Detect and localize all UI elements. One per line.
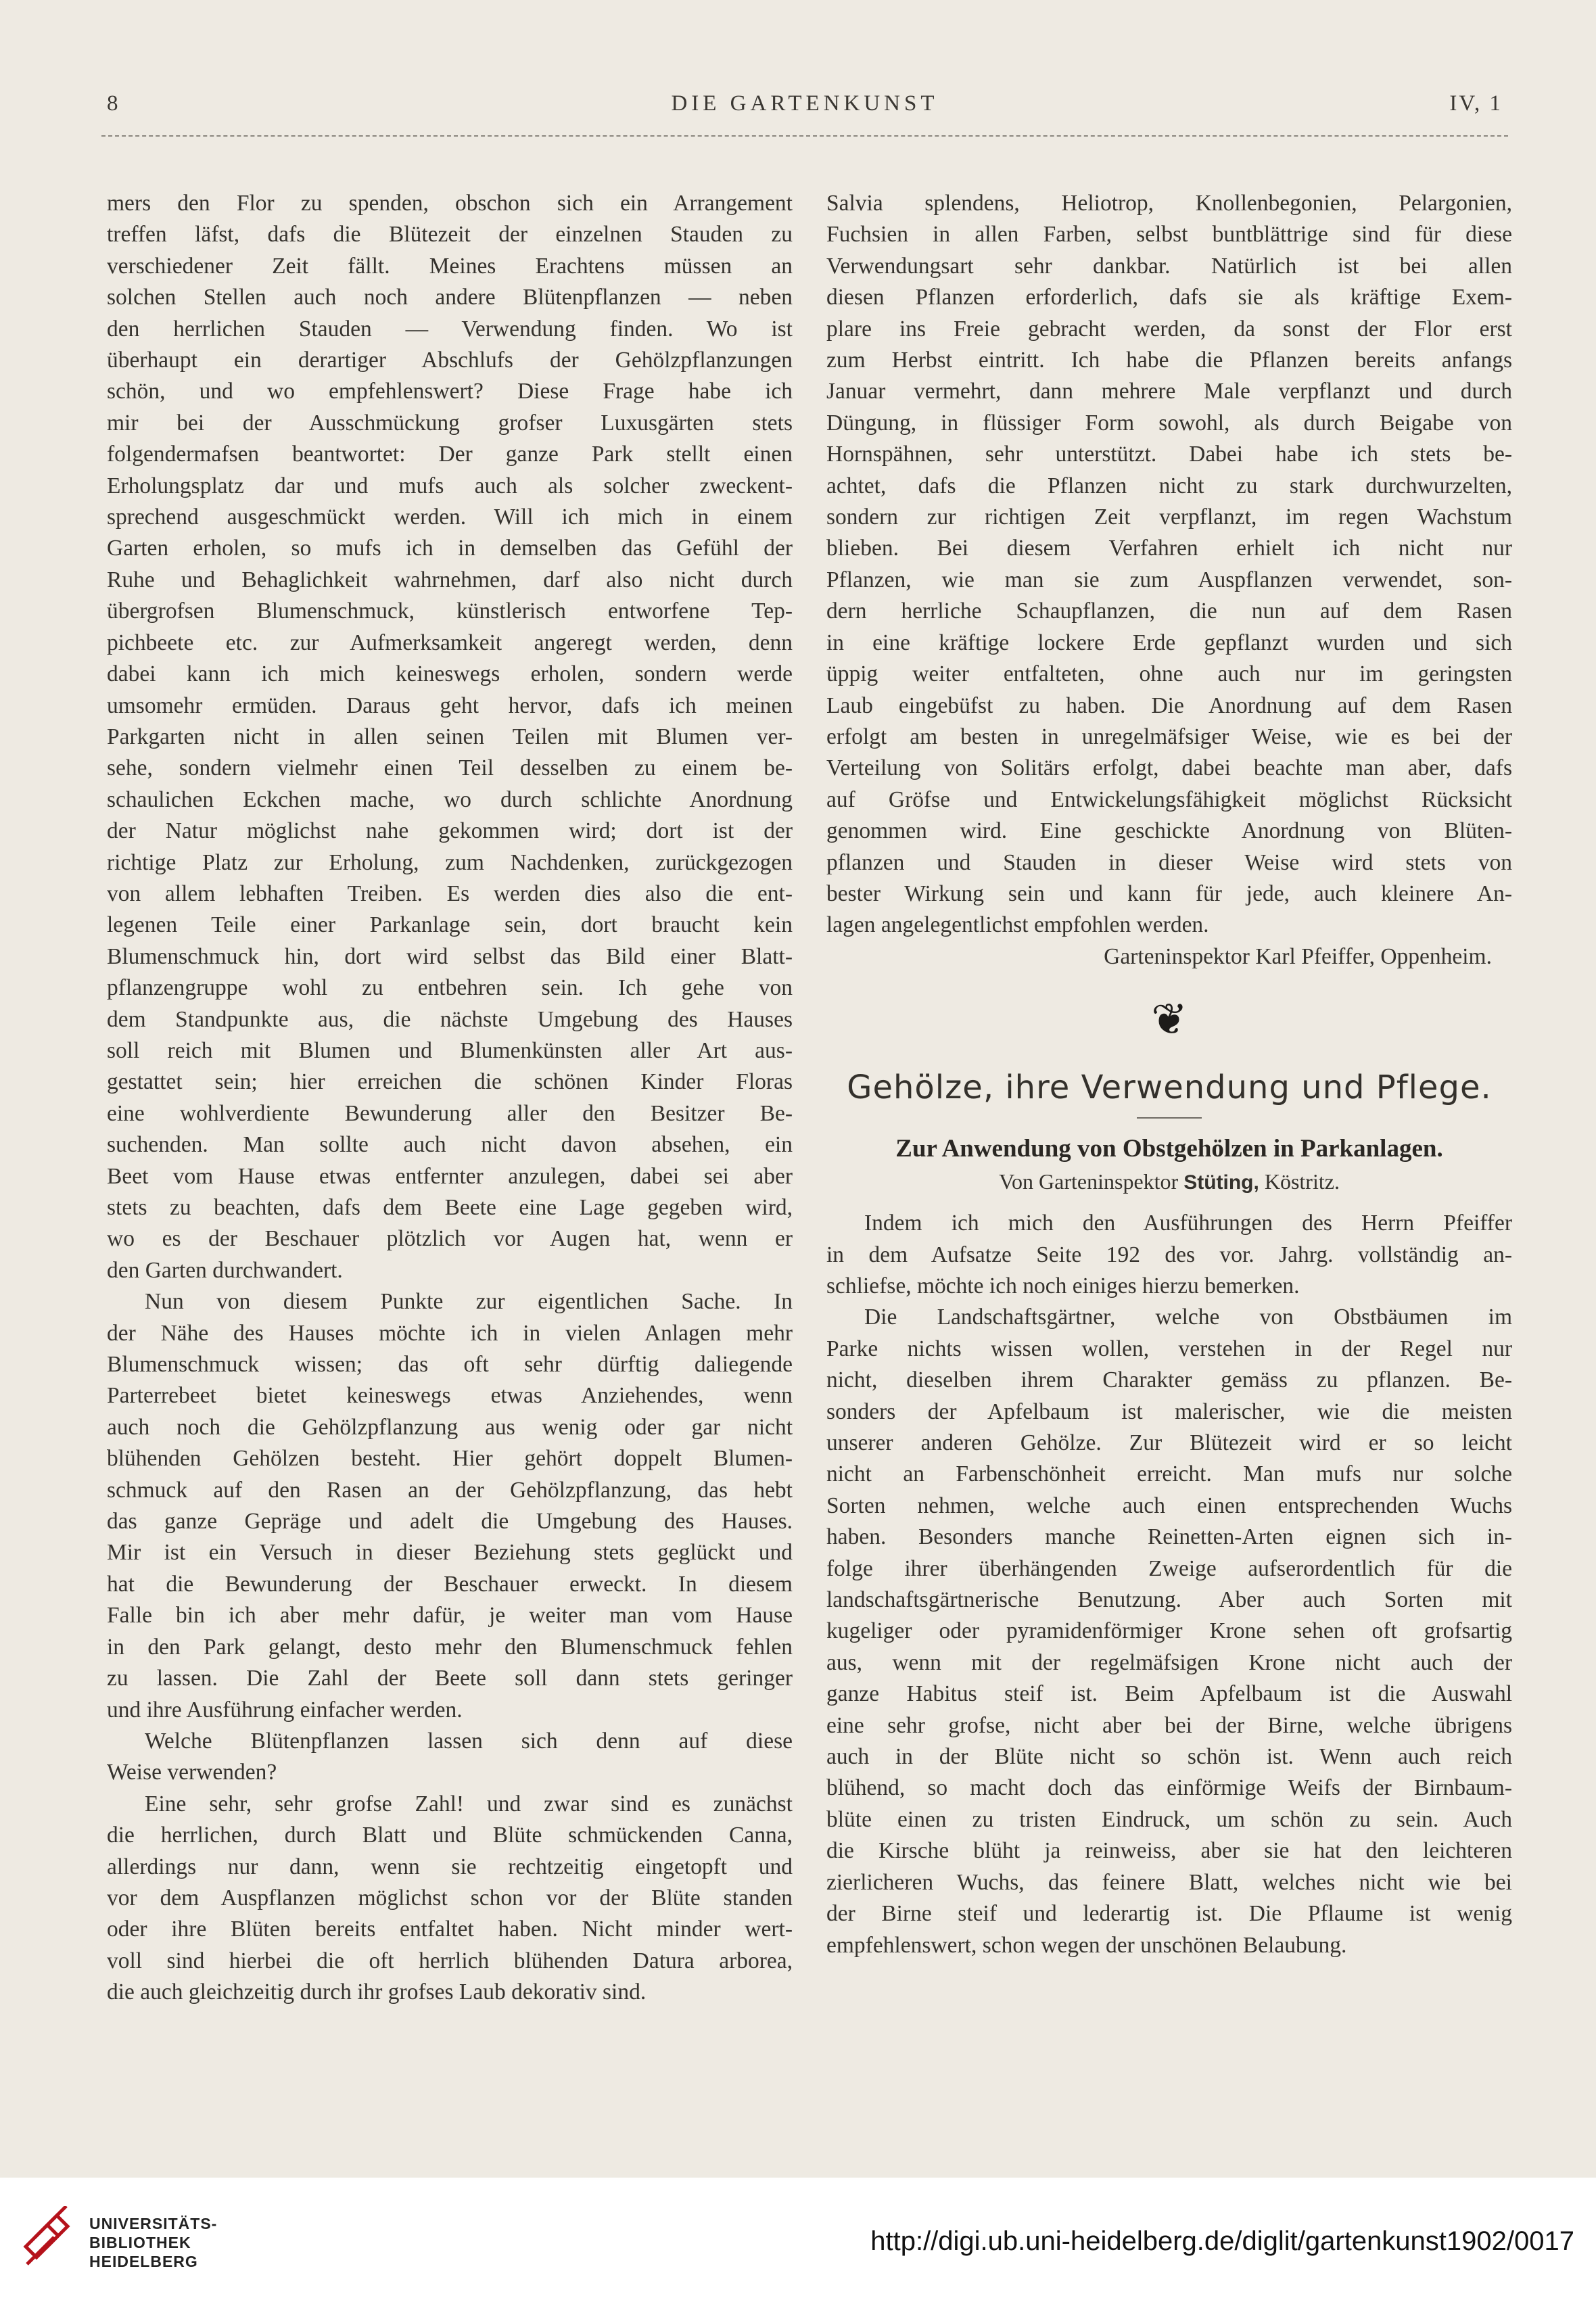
text-line: folge ihrer überhängenden Zweige aufserordentlich für die bbox=[826, 1555, 1512, 1581]
text-line: den Garten durchwandert. bbox=[107, 1257, 343, 1283]
text-line: vor dem Auspflanzen möglichst schon vor der Blüte standen bbox=[107, 1885, 793, 1910]
text-line: die Kirsche blüht ja reinweiss, aber sie hat den leichteren bbox=[826, 1838, 1512, 1864]
text-line: Blumenschmuck hin, dort wird selbst das Bild einer Blatt- bbox=[107, 943, 793, 969]
text-line: Eine sehr, sehr grofse Zahl! und zwar sind es zunächst bbox=[145, 1791, 793, 1816]
text-line: Blumenschmuck wissen; das oft sehr dürftig daliegende bbox=[107, 1352, 793, 1378]
byline-author: Stüting, bbox=[1183, 1171, 1259, 1194]
footer-bar bbox=[0, 2178, 1596, 2298]
text-line: auf Gröfse und Entwickelungsfähigkeit möglichst Rücksicht bbox=[826, 787, 1512, 812]
text-line: pflanzen und Stauden in dieser Weise wird stets von bbox=[826, 849, 1512, 875]
text-line: sehe, sondern vielmehr einen Teil desselben zu einem be- bbox=[107, 755, 793, 781]
text-line: sprechend ausgeschmückt werden. Will ich mich in einem bbox=[107, 505, 793, 530]
text-line: nicht an Farbenschönheit erreicht. Man mufs nur solche bbox=[826, 1461, 1512, 1487]
text-line: schliefse, möchte ich noch einiges hierzu bemerken. bbox=[826, 1273, 1300, 1298]
paragraph bbox=[826, 188, 1512, 941]
running-header bbox=[101, 91, 1508, 132]
text-line: schaulichen Eckchen mache, wo durch schlichte Anordnung bbox=[107, 787, 793, 812]
article-body bbox=[826, 1208, 1512, 1961]
text-line: suchenden. Man sollte auch nicht davon absehen, ein bbox=[107, 1132, 793, 1158]
volume-number: IV, 1 bbox=[1449, 91, 1503, 116]
text-line: dern herrliche Schaupflanzen, die nun auf dem Rasen bbox=[826, 599, 1512, 624]
text-line: Weise verwenden? bbox=[107, 1760, 277, 1785]
library-name-line1: UNIVERSITÄTS- bbox=[89, 2215, 218, 2232]
text-line: lagen angelegentlichst empfohlen werden. bbox=[826, 912, 1209, 938]
text-line: der Natur möglichst nahe gekommen wird; dort ist der bbox=[107, 818, 793, 844]
text-line: nicht, dieselben ihrem Charakter gemäss zu pflanzen. Be- bbox=[826, 1367, 1512, 1393]
source-url-link[interactable]: http://digi.ub.uni-heidelberg.de/diglit/gartenkunst1902/0017 bbox=[870, 2226, 1574, 2256]
text-line: sondern zur richtigen Zeit verpflanzt, im regen Wachstum bbox=[826, 505, 1512, 530]
text-line: mers den Flor zu spenden, obschon sich ein Arrangement bbox=[107, 191, 793, 216]
text-line: Indem ich mich den Ausführungen des Herrn Pfeiffer bbox=[864, 1211, 1512, 1236]
header-rule bbox=[101, 135, 1508, 137]
library-name bbox=[89, 2214, 217, 2271]
text-line: landschaftsgärtnerische Benutzung. Aber auch Sorten mit bbox=[826, 1587, 1512, 1613]
text-line: soll reich mit Blumen und Blumenkünsten aller Art aus- bbox=[107, 1037, 793, 1063]
text-line: umsomehr ermüden. Daraus geht hervor, dafs ich meinen bbox=[107, 693, 793, 718]
paragraph bbox=[826, 1302, 1512, 1961]
text-line: aus, wenn mit der regelmäfsigen Krone nicht auch der bbox=[826, 1649, 1512, 1675]
text-line: Salvia splendens, Heliotrop, Knollenbegonien, Pelargonien, bbox=[826, 191, 1512, 216]
text-line: Verwendungsart sehr dankbar. Natürlich ist bei allen bbox=[826, 253, 1512, 279]
text-line: der Birne steif und lederartig ist. Die Pflaume ist wenig bbox=[826, 1901, 1512, 1927]
text-line: allerdings nur dann, wenn sie rechtzeitig eingetopft und bbox=[107, 1854, 793, 1879]
text-line: genommen wird. Eine geschickte Anordnung von Blüten- bbox=[826, 818, 1512, 844]
section-title: Gehölze, ihre Verwendung und Pflege. bbox=[847, 1069, 1492, 1107]
text-line: Ruhe und Behaglichkeit wahrnehmen, darf also nicht durch bbox=[107, 567, 793, 592]
paragraph bbox=[107, 1789, 793, 2009]
floral-ornament-icon: ❦ bbox=[1151, 995, 1188, 1044]
text-line: Pflanzen, wie man sie zum Auspflanzen verwendet, son- bbox=[826, 567, 1512, 592]
text-line: dabei kann ich mich keineswegs erholen, sondern werde bbox=[107, 661, 793, 687]
left-column bbox=[107, 188, 793, 2009]
text-line: kugeliger oder pyramidenförmiger Krone sehen oft grofsartig bbox=[826, 1618, 1512, 1644]
text-line: wo es der Beschauer plötzlich vor Augen hat, wenn er bbox=[107, 1226, 793, 1252]
text-line: diesen Pflanzen erforderlich, dafs sie als kräftige Exem- bbox=[826, 285, 1512, 310]
text-line: Parke nichts wissen wollen, verstehen in der Regel nur bbox=[826, 1336, 1512, 1361]
text-line: Nun von diesem Punkte zur eigentlichen Sache. In bbox=[145, 1289, 793, 1315]
text-line: pichbeete etc. zur Aufmerksamkeit angeregt werden, denn bbox=[107, 630, 793, 655]
text-line: solchen Stellen auch noch andere Blütenpflanzen — neben bbox=[107, 285, 793, 310]
text-line: zierlicheren Wuchs, das feinere Blatt, welches nicht wie bei bbox=[826, 1869, 1512, 1895]
text-line: plare ins Freie gebracht werden, da sonst der Flor erst bbox=[826, 316, 1512, 342]
text-line: legenen Teile einer Parkanlage sein, dort braucht kein bbox=[107, 912, 793, 938]
library-name-line3: HEIDELBERG bbox=[89, 2253, 198, 2270]
text-line: in eine kräftige lockere Erde gepflanzt wurden und sich bbox=[826, 630, 1512, 655]
paragraph bbox=[107, 188, 793, 1286]
article-byline bbox=[826, 1166, 1512, 1198]
text-line: bester Wirkung sein und kann für jede, auch kleinere An- bbox=[826, 881, 1512, 906]
right-column-body bbox=[826, 188, 1512, 941]
text-line: das ganze Gepräge und adelt die Umgebung des Hauses. bbox=[107, 1509, 793, 1534]
text-line: auch noch die Gehölzpflanzung aus wenig oder gar nicht bbox=[107, 1414, 793, 1440]
text-line: den herrlichen Stauden — Verwendung finden. Wo ist bbox=[107, 316, 793, 342]
text-line: Welche Blütenpflanzen lassen sich denn auf diese bbox=[145, 1728, 793, 1754]
text-line: übergrofsen Blumenschmuck, künstlerisch entworfene Tep- bbox=[107, 599, 793, 624]
text-line: empfehlenswert, schon wegen der unschönen Belaubung. bbox=[826, 1932, 1347, 1958]
text-line: die auch gleichzeitig durch ihr grofses Laub dekorativ sind. bbox=[107, 1979, 647, 2005]
page-number: 8 bbox=[107, 91, 121, 116]
text-line: Fuchsien in allen Farben, selbst buntblättrige sind für diese bbox=[826, 222, 1512, 248]
text-line: eine wohlverdiente Bewunderung aller den Besitzer Be- bbox=[107, 1100, 793, 1126]
library-logo-icon[interactable] bbox=[20, 2206, 83, 2268]
text-line: Sorten nehmen, welche auch einen entsprechenden Wuchs bbox=[826, 1493, 1512, 1518]
journal-title: DIE GARTENKUNST bbox=[671, 91, 939, 116]
text-line: sonders der Apfelbaum ist malerischer, wie die meisten bbox=[826, 1399, 1512, 1424]
title-divider bbox=[1137, 1117, 1202, 1119]
text-line: blieben. Bei diesem Verfahren erhielt ich nicht nur bbox=[826, 536, 1512, 561]
text-line: voll sind hierbei die oft herrlich blühenden Datura arborea, bbox=[107, 1948, 793, 1973]
text-line: blüte einen zu tristen Eindruck, um schön zu sein. Auch bbox=[826, 1806, 1512, 1832]
text-line: Falle bin ich aber mehr dafür, je weiter man vom Hause bbox=[107, 1603, 793, 1628]
text-line: Parterrebeet bietet keineswegs etwas Anziehendes, wenn bbox=[107, 1383, 793, 1409]
text-line: schmuck auf den Rasen an der Gehölzpflanzung, das hebt bbox=[107, 1477, 793, 1503]
text-line: ganze Habitus steif ist. Beim Apfelbaum ist die Auswahl bbox=[826, 1681, 1512, 1707]
byline-prefix: Von Garteninspektor bbox=[999, 1169, 1179, 1194]
text-line: mir bei der Ausschmückung grofser Luxusgärten stets bbox=[107, 410, 793, 436]
text-line: Die Landschaftsgärtner, welche von Obstbäumen im bbox=[864, 1305, 1512, 1330]
right-column bbox=[826, 188, 1512, 1961]
text-line: Mir ist ein Versuch in dieser Beziehung stets geglückt und bbox=[107, 1540, 793, 1566]
text-line: zum Herbst eintritt. Ich habe die Pflanzen bereits anfangs bbox=[826, 348, 1512, 373]
text-line: treffen läfst, dafs die Blütezeit der einzelnen Stauden zu bbox=[107, 222, 793, 248]
paragraph bbox=[826, 1208, 1512, 1302]
article-title: Zur Anwendung von Obstgehölzen in Parkanlagen. bbox=[895, 1135, 1443, 1163]
text-line: überhaupt ein derartiger Abschlufs der Gehölzpflanzungen bbox=[107, 348, 793, 373]
text-line: der Nähe des Hauses möchte ich in vielen Anlagen mehr bbox=[107, 1320, 793, 1346]
text-line: üppig weiter entfalteten, ohne auch nur im geringsten bbox=[826, 661, 1512, 687]
text-line: unserer anderen Gehölze. Zur Blütezeit wird er so leicht bbox=[826, 1430, 1512, 1455]
text-line: schön, und wo empfehlenswert? Diese Frage habe ich bbox=[107, 379, 793, 404]
text-line: Laub eingebüfst zu haben. Die Anordnung auf dem Rasen bbox=[826, 693, 1512, 718]
text-line: Parkgarten nicht in allen seinen Teilen mit Blumen ver- bbox=[107, 724, 793, 749]
text-line: eine sehr grofse, nicht aber bei der Birne, welche übrigens bbox=[826, 1712, 1512, 1738]
text-line: gestattet sein; hier erreichen die schönen Kinder Floras bbox=[107, 1069, 793, 1095]
text-line: in den Park gelangt, desto mehr den Blumenschmuck fehlen bbox=[107, 1634, 793, 1660]
paragraph bbox=[107, 1726, 793, 1789]
text-line: erfolgt am besten in unregelmäfsiger Weise, wie es bei der bbox=[826, 724, 1512, 749]
text-line: richtige Platz zur Erholung, zum Nachdenken, zurückgezogen bbox=[107, 849, 793, 875]
text-line: dem Standpunkte aus, die nächste Umgebung des Hauses bbox=[107, 1006, 793, 1032]
text-line: Verteilung von Solitärs erfolgt, dabei beachte man aber, dafs bbox=[826, 755, 1512, 781]
text-line: von allem lebhaften Treiben. Es werden dies also die ent- bbox=[107, 881, 793, 906]
text-line: und ihre Ausführung einfacher werden. bbox=[107, 1697, 463, 1722]
text-line: zu lassen. Die Zahl der Beete soll dann stets geringer bbox=[107, 1666, 793, 1691]
byline-place: Köstritz. bbox=[1264, 1169, 1340, 1194]
text-line: in dem Aufsatze Seite 192 des vor. Jahrg. vollständig an- bbox=[826, 1242, 1512, 1267]
text-line: verschiedener Zeit fällt. Meines Erachtens müssen an bbox=[107, 253, 793, 279]
text-line: stets zu beachten, dafs dem Beete eine Lage gegeben wird, bbox=[107, 1195, 793, 1220]
text-line: Beet vom Hause etwas entfernter anzulegen, dabei sei aber bbox=[107, 1163, 793, 1189]
text-line: blühend, so macht doch das einförmige Weifs der Birnbaum- bbox=[826, 1775, 1512, 1801]
text-line: Garten erholen, so mufs ich in demselben das Gefühl der bbox=[107, 536, 793, 561]
text-line: Düngung, in flüssiger Form sowohl, als durch Beigabe von bbox=[826, 410, 1512, 436]
text-line: oder ihre Blüten bereits entfaltet haben. Nicht minder wert- bbox=[107, 1917, 793, 1942]
library-name-line2: BIBLIOTHEK bbox=[89, 2234, 191, 2251]
text-line: Januar vermehrt, dann mehrere Male verpflanzt und durch bbox=[826, 379, 1512, 404]
text-line: blühenden Gehölzen besteht. Hier gehört doppelt Blumen- bbox=[107, 1446, 793, 1472]
text-line: Erholungsplatz dar und mufs auch als solcher zweckent- bbox=[107, 473, 793, 498]
text-line: haben. Besonders manche Reinetten-Arten eignen sich in- bbox=[826, 1524, 1512, 1550]
text-line: pflanzengruppe wohl zu entbehren sein. Ich gehe von bbox=[107, 975, 793, 1001]
text-line: achtet, dafs die Pflanzen nicht zu stark durchwurzelten, bbox=[826, 473, 1512, 498]
author-signature: Garteninspektor Karl Pfeiffer, Oppenheim. bbox=[1104, 943, 1492, 969]
text-line: die herrlichen, durch Blatt und Blüte schmückenden Canna, bbox=[107, 1823, 793, 1848]
text-line: folgendermafsen beantwortet: Der ganze Park stellt einen bbox=[107, 442, 793, 467]
text-line: auch in der Blüte nicht so schön ist. Wenn auch reich bbox=[826, 1744, 1512, 1770]
paragraph bbox=[107, 1286, 793, 1726]
text-line: hat die Bewunderung der Beschauer erweckt. In diesem bbox=[107, 1571, 793, 1597]
text-line: Hornspähnen, sehr unterstützt. Dabei habe ich stets be- bbox=[826, 442, 1512, 467]
